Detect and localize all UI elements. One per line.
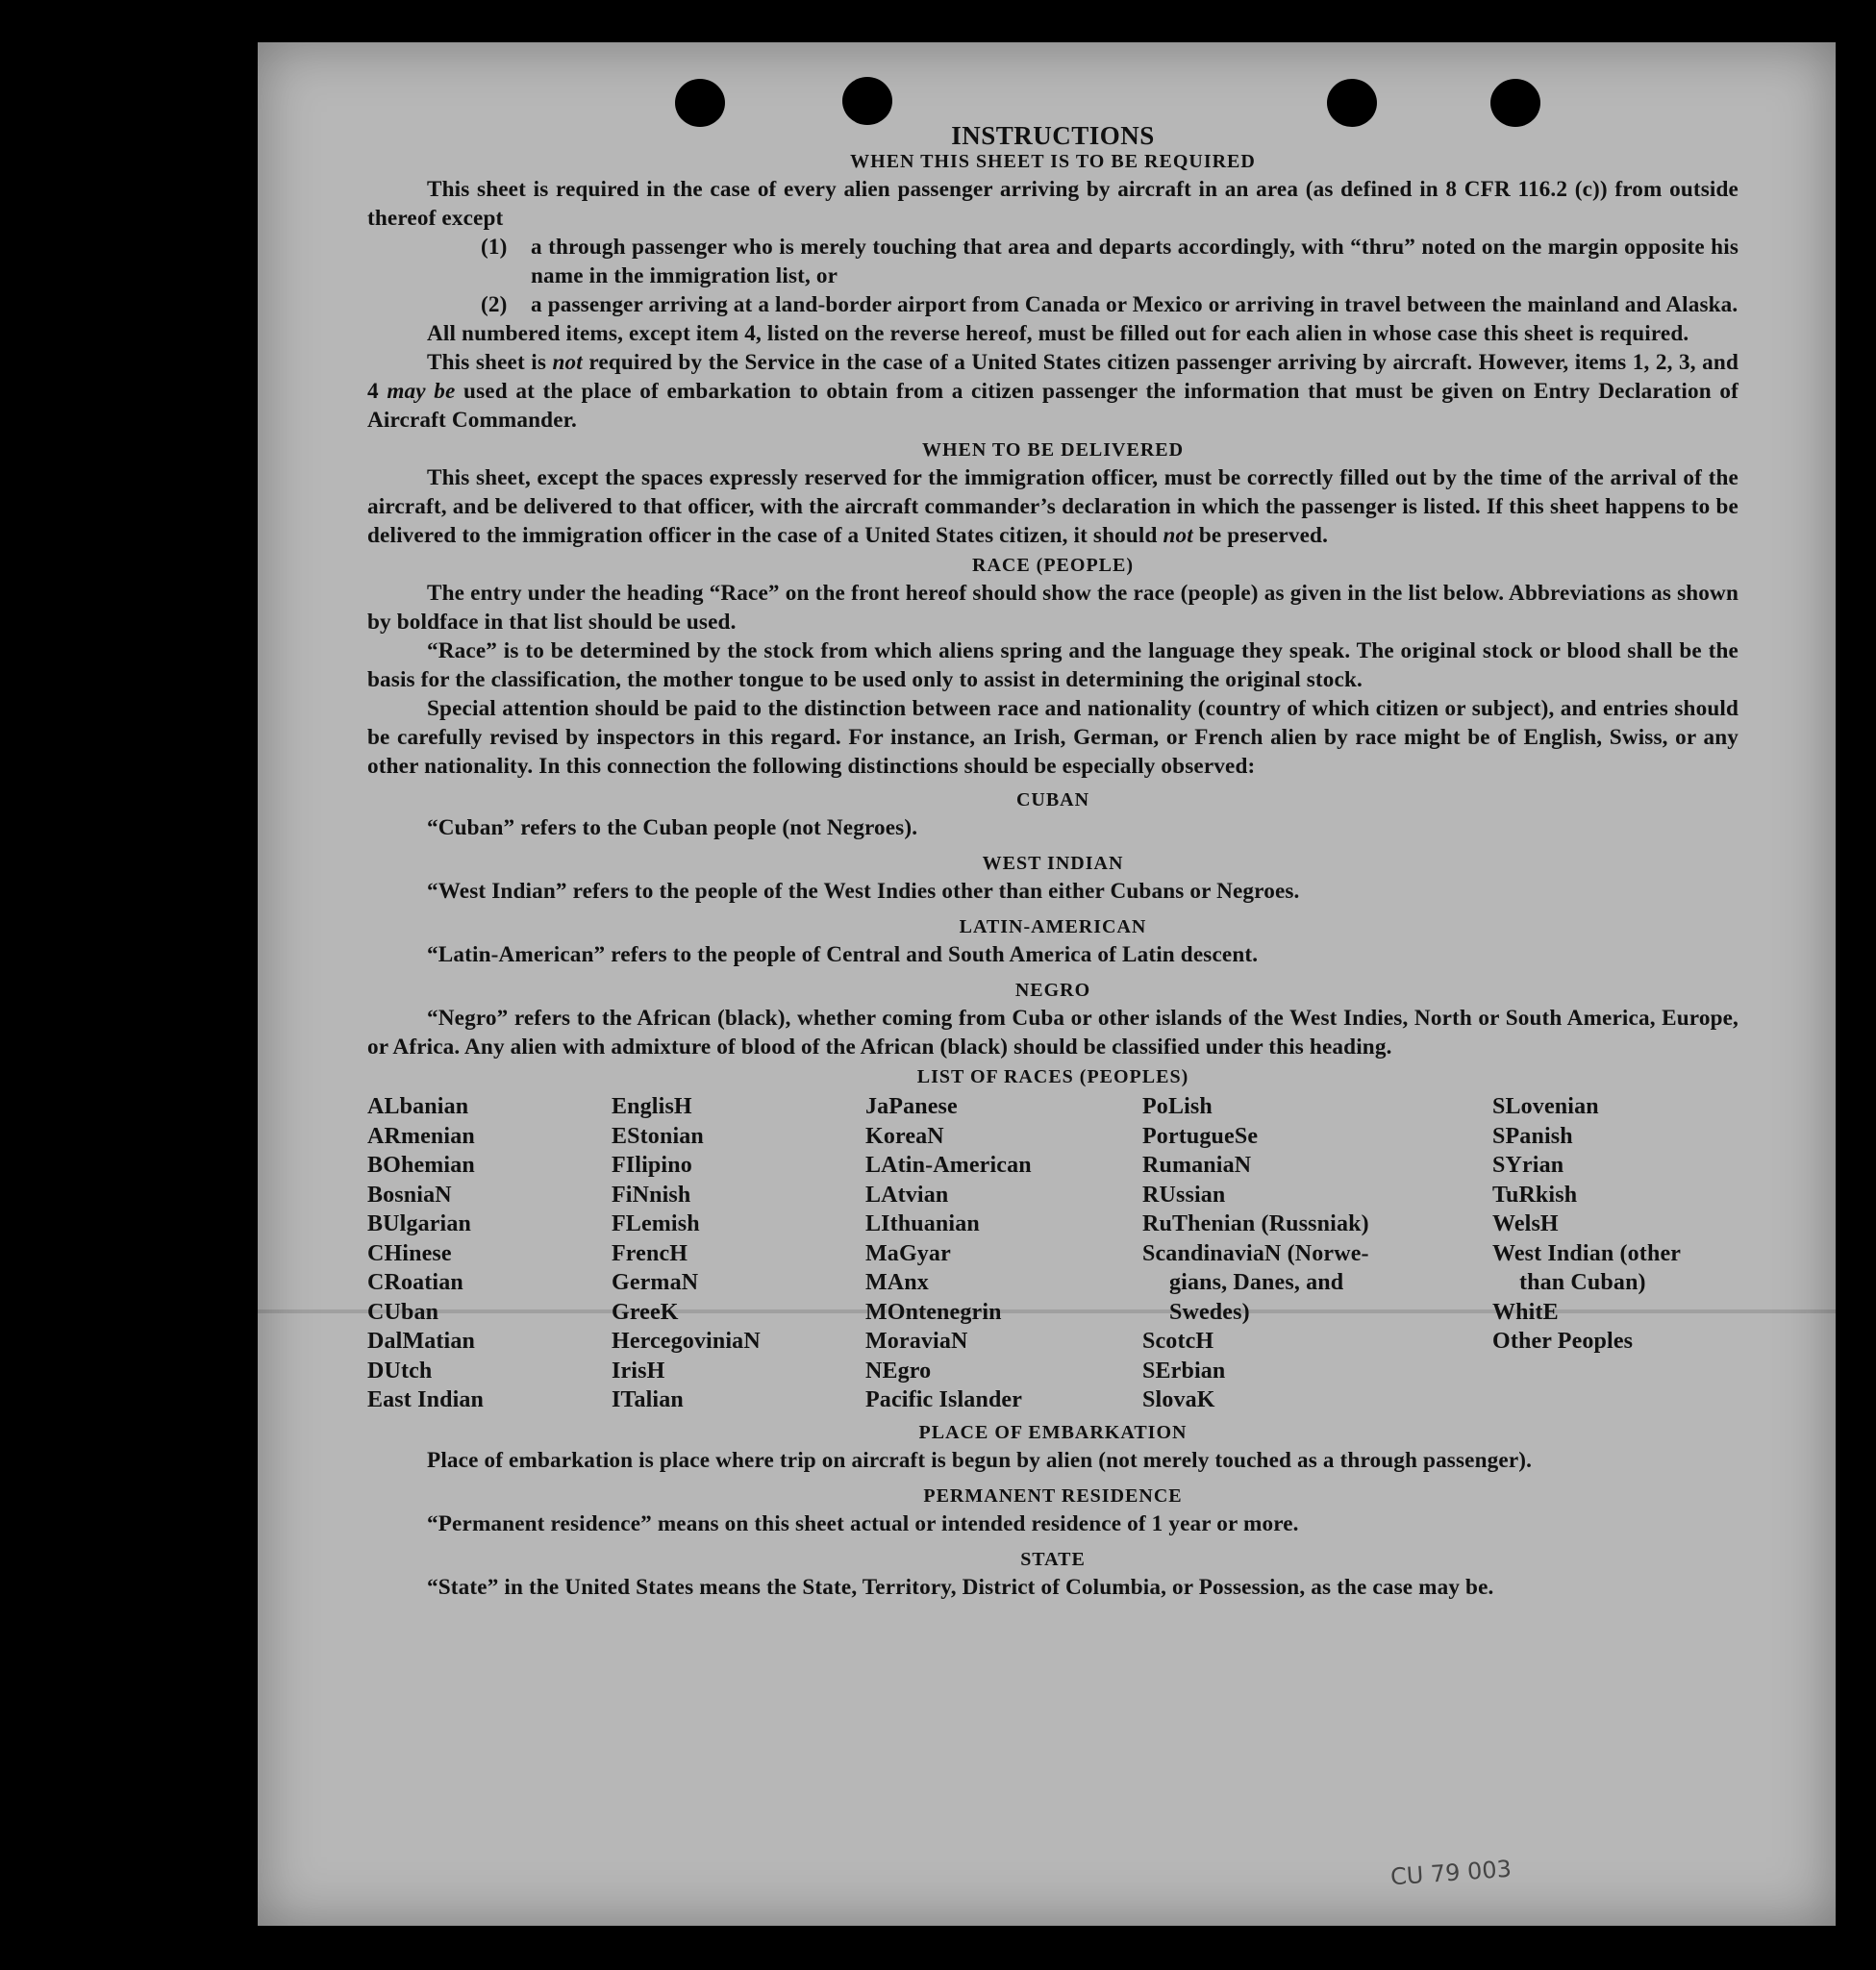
latin-american-paragraph: “Latin-American” refers to the people of Central and South America of Latin descent. bbox=[427, 942, 1259, 967]
race-item: DalMatian bbox=[367, 1329, 476, 1354]
race-item: HercegoviniaN bbox=[612, 1329, 761, 1354]
races-column-5 bbox=[1492, 1092, 1738, 1415]
race-item: Swedes) bbox=[1169, 1299, 1250, 1325]
numbered-items-paragraph: All numbered items, except item 4, listed on the reverse hereof, must be filled out for each alien in whose case this sheet is required. bbox=[427, 321, 1689, 346]
race-item: SPanish bbox=[1492, 1123, 1573, 1149]
race-item: RuThenian (Russniak) bbox=[1142, 1211, 1369, 1236]
race-item: ARmenian bbox=[367, 1123, 475, 1149]
race-item: Pacific Islander bbox=[865, 1387, 1023, 1412]
section-heading-residence: PERMANENT RESIDENCE bbox=[923, 1484, 1183, 1507]
race-item: MOntenegrin bbox=[865, 1299, 1002, 1325]
race-item: FrencH bbox=[612, 1240, 688, 1266]
race-item: WhitE bbox=[1492, 1299, 1559, 1325]
race-item: RUssian bbox=[1142, 1182, 1226, 1208]
race-item: ScotcH bbox=[1142, 1329, 1214, 1354]
state-paragraph: “State” in the United States means the State, Territory, District of Columbia, or Possession, as the case may be. bbox=[427, 1574, 1494, 1600]
exception-item-2 bbox=[367, 290, 1738, 319]
race-item: SlovaK bbox=[1142, 1387, 1215, 1412]
race-item: MaGyar bbox=[865, 1240, 951, 1266]
race-item: gians, Danes, and bbox=[1169, 1270, 1344, 1295]
race-item: CRoatian bbox=[367, 1270, 463, 1295]
section-heading-list-of-races: LIST OF RACES (PEOPLES) bbox=[916, 1066, 1189, 1087]
race-item: EnglisH bbox=[612, 1094, 692, 1119]
exception-text: a passenger arriving at a land-border airport from Canada or Mexico or arriving in travel between the mainland and Alaska. bbox=[531, 292, 1738, 317]
race-item: CUban bbox=[367, 1299, 439, 1325]
race-item: NEgro bbox=[865, 1358, 932, 1384]
race-paragraph-3: Special attention should be paid to the distinction between race and nationality (country of which citizen or subject), and entries should be carefully revised by inspectors in this regard. For instance, an Irish, German, or French alien by race might be of English, Swiss, or any other nationality. In this connection the following distinctions should be especially observed: bbox=[367, 696, 1738, 779]
citizen-paragraph: This sheet is not required by the Service in the case of a United States citizen passenger arriving by aircraft. However, items 1, 2, 3, and 4 may be used at the place of embarkation to obtain from a citizen passenger the information that must be given on Entry Declaration of Aircraft Commander. bbox=[367, 350, 1738, 433]
race-item: PortugueSe bbox=[1142, 1123, 1259, 1149]
section-heading-state: STATE bbox=[1020, 1548, 1086, 1570]
document-sheet bbox=[258, 42, 1836, 1926]
race-item: Other Peoples bbox=[1492, 1329, 1634, 1354]
race-item: BosniaN bbox=[367, 1182, 452, 1208]
race-item: West Indian (other bbox=[1492, 1240, 1682, 1266]
exception-num: (1) bbox=[481, 235, 508, 260]
embarkation-paragraph: Place of embarkation is place where trip on aircraft is begun by alien (not merely touched as a through passenger). bbox=[427, 1447, 1533, 1473]
delivered-paragraph: This sheet, except the spaces expressly reserved for the immigration officer, must be correctly filled out by the time of the arrival of the aircraft, and be delivered to that officer, with the aircraft commander’s declaration in which the passenger is listed. If this sheet happens to be delivered to the immigration officer in the case of a United States citizen, it should not be preserved. bbox=[367, 465, 1738, 548]
race-item: JaPanese bbox=[865, 1094, 958, 1119]
race-item: PoLish bbox=[1142, 1094, 1213, 1119]
section-heading-latin-american: LATIN-AMERICAN bbox=[959, 916, 1147, 937]
section-heading-negro: NEGRO bbox=[1014, 980, 1091, 1001]
section-heading-race: RACE (PEOPLE) bbox=[972, 555, 1134, 576]
exception-item-1 bbox=[367, 233, 1738, 290]
races-column-4 bbox=[1142, 1092, 1492, 1415]
section-heading-cuban: CUBAN bbox=[1015, 789, 1090, 810]
race-item: SLovenian bbox=[1492, 1094, 1599, 1119]
race-item: EStonian bbox=[612, 1123, 704, 1149]
section-heading-required: WHEN THIS SHEET IS TO BE REQUIRED bbox=[850, 151, 1256, 172]
race-item: FLemish bbox=[612, 1211, 700, 1236]
race-item: CHinese bbox=[367, 1240, 452, 1266]
race-item: SErbian bbox=[1142, 1358, 1226, 1384]
cuban-paragraph: “Cuban” refers to the Cuban people (not Negroes). bbox=[427, 815, 918, 840]
required-intro: This sheet is required in the case of every alien passenger arriving by aircraft in an area (as defined in 8 CFR 116.2 (c)) from outside thereof except bbox=[367, 177, 1738, 231]
race-item: LAtvian bbox=[865, 1182, 949, 1208]
races-list bbox=[367, 1092, 1738, 1415]
punch-hole-2 bbox=[842, 77, 892, 125]
races-column-3 bbox=[865, 1092, 1142, 1415]
instructions-text bbox=[367, 119, 1738, 1602]
race-item: RumaniaN bbox=[1142, 1153, 1252, 1178]
handwritten-note: CU 79 003 bbox=[1389, 1855, 1513, 1891]
race-paragraph-1: The entry under the heading “Race” on the front hereof should show the race (people) as given in the list below. Abbreviations as shown by boldface in that list should be used. bbox=[367, 581, 1738, 635]
race-item: TuRkish bbox=[1492, 1182, 1578, 1208]
race-item: LIthuanian bbox=[865, 1211, 980, 1236]
race-item: GermaN bbox=[612, 1270, 699, 1295]
races-column-1 bbox=[367, 1092, 612, 1415]
race-item: LAtin-American bbox=[865, 1153, 1032, 1178]
race-item: FiNnish bbox=[612, 1182, 691, 1208]
section-heading-west-indian: WEST INDIAN bbox=[982, 853, 1124, 874]
race-item: KoreaN bbox=[865, 1123, 944, 1149]
race-item: ITalian bbox=[612, 1387, 684, 1412]
race-item: than Cuban) bbox=[1519, 1270, 1646, 1295]
residence-paragraph: “Permanent residence” means on this sheet actual or intended residence of 1 year or more. bbox=[427, 1510, 1299, 1536]
race-item: East Indian bbox=[367, 1387, 485, 1412]
race-item: BUlgarian bbox=[367, 1211, 472, 1236]
negro-paragraph: “Negro” refers to the African (black), whether coming from Cuba or other islands of the West Indies, North or South America, Europe, or Africa. Any alien with admixture of blood of the African (black) should be classified under this heading. bbox=[367, 1006, 1738, 1060]
races-column-2 bbox=[612, 1092, 865, 1415]
instructions-title: INSTRUCTIONS bbox=[951, 121, 1155, 150]
race-item: FIlipino bbox=[612, 1153, 692, 1178]
exception-text: a through passenger who is merely touching that area and departs accordingly, with “thru” noted on the margin opposite his name in the immigration list, or bbox=[531, 235, 1738, 288]
race-item: ScandinaviaN (Norwe- bbox=[1142, 1240, 1369, 1266]
race-item: MoraviaN bbox=[865, 1329, 968, 1354]
race-paragraph-2: “Race” is to be determined by the stock from which aliens spring and the language they speak. The original stock or blood shall be the basis for the classification, the mother tongue to be used only to assist in determining the original stock. bbox=[367, 638, 1738, 692]
race-item: ALbanian bbox=[367, 1094, 469, 1119]
race-item: WelsH bbox=[1492, 1211, 1559, 1236]
race-item: IrisH bbox=[612, 1358, 665, 1384]
exception-num: (2) bbox=[481, 292, 508, 317]
race-item: MAnx bbox=[865, 1270, 929, 1295]
section-heading-delivered: WHEN TO BE DELIVERED bbox=[921, 439, 1185, 461]
section-heading-embarkation: PLACE OF EMBARKATION bbox=[918, 1421, 1188, 1443]
race-item: BOhemian bbox=[367, 1153, 475, 1178]
race-item: SYrian bbox=[1492, 1153, 1564, 1178]
west-indian-paragraph: “West Indian” refers to the people of the West Indies other than either Cubans or Negroes. bbox=[427, 879, 1300, 904]
race-item: GreeK bbox=[612, 1299, 679, 1325]
race-item: DUtch bbox=[367, 1358, 433, 1384]
